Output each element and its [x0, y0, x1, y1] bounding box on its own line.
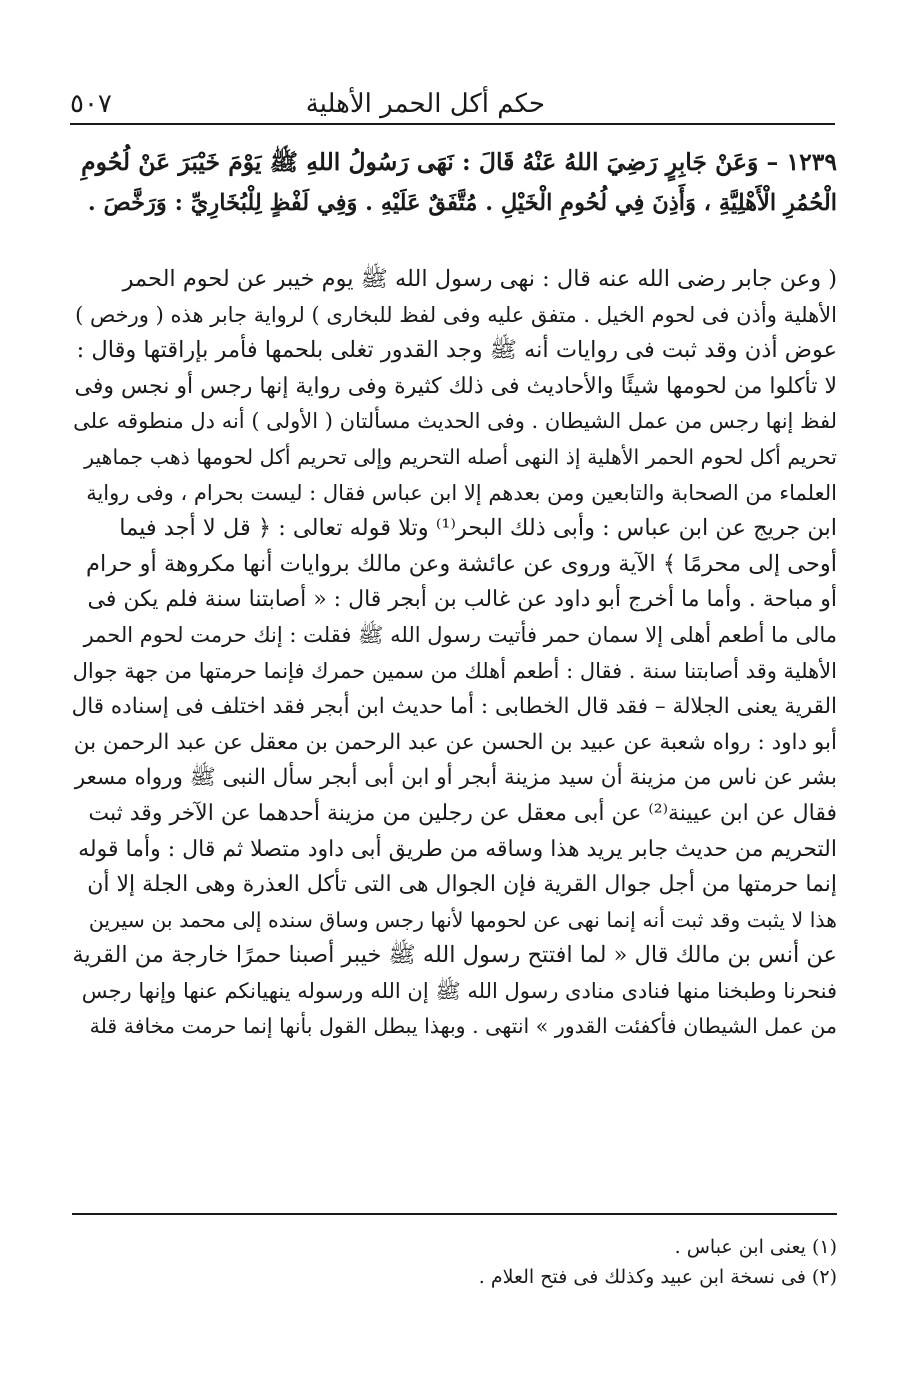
commentary-line: القرية يعنى الجلالة – فقد قال الخطابى : أما حديث ابن أبجر فقد اختلف فى إسناده قال — [72, 694, 837, 720]
hadith-line: الْحُمُرِ الْأَهْلِيَّةِ ، وَأَذِنَ فِي لُحُومِ الْخَيْلِ . مُتَّفَقٌ عَلَيْهِ . وَفِي لَفْظٍ لِلْبُخَارِيِّ : وَرَخَّصَ . — [87, 190, 837, 216]
commentary-text — [72, 262, 837, 1045]
commentary-line: إنما حرمتها من أجل جوال القرية فإن الجوال هى التى تأكل العذرة وهى الجلة إلا أن — [87, 872, 837, 898]
commentary-line: هذا لا يثبت وقد ثبت أنه إنما نهى عن لحومها لأنها رجس وساق سنده إلى محمد بن سيرين — [88, 907, 837, 932]
commentary-line: لا تأكلوا من لحومها شيئًا والأحاديث فى ذلك كثيرة وفى رواية إنها رجس أو نجس وفى — [74, 373, 837, 399]
commentary-line: الأهلية وأذن فى لحوم الخيل . متفق عليه وفى لفظ للبخارى ) لرواية جابر هذه ( ورخص ) — [75, 302, 837, 327]
commentary-line: ( وعن جابر رضى الله عنه قال : نهى رسول الله ﷺ يوم خيبر عن لحوم الحمر — [122, 266, 837, 292]
commentary-line: عوض أذن وقد ثبت فى روايات أنه ﷺ وجد القدور تغلى بلحمها فأمر بإراقتها وقال : — [76, 337, 837, 364]
page-number: ٥٠٧ — [70, 89, 112, 119]
commentary-line: ابن جريج عن ابن عباس : وأبى ذلك البحر⁽¹⁾ وتلا قوله تعالى : ﴿ قل لا أجد فيما — [119, 515, 837, 542]
commentary-line: فقال عن ابن عيينة⁽²⁾ عن أبى معقل عن رجلين من مزينة أحدهما عن الآخر وقد ثبت — [88, 800, 837, 826]
commentary-line: من عمل الشيطان فأكفئت القدور » انتهى . وبهذا يبطل القول بأنها إنما حرمت مخافة قلة — [89, 1014, 837, 1039]
commentary-line: بشر عن ناس من مزينة أن سيد مزينة أبجر أو ابن أبى أبجر سأل النبى ﷺ ورواه مسعر — [74, 765, 837, 791]
footnotes — [72, 1232, 837, 1292]
commentary-line: الأهلية وقد أصابتنا سنة . فقال : أطعم أهلك من سمين حمرك فإنما حرمتها من جهة جوال — [72, 658, 837, 683]
hadith-line: ١٢٣٩ – وَعَنْ جَابِرٍ رَضِيَ اللهُ عَنْهُ قَالَ : نَهَى رَسُولُ اللهِ ﷺ يَوْمَ خَيْبَرَ عَنْ لُحُومِ — [81, 148, 837, 176]
footnote: (٢) فى نسخة ابن عبيد وكذلك فى فتح العلام . — [478, 1266, 837, 1288]
page-header — [70, 86, 845, 126]
commentary-line: أوحى إلى محرمًا ﴾ الآية وروى عن عائشة وعن مالك بروايات أنها مكروهة أو حرام — [86, 550, 837, 577]
commentary-line: تحريم أكل لحوم الحمر الأهلية إذ النهى أصله التحريم وإلى تحريم أكل لحومها ذهب جماهير — [84, 444, 837, 469]
commentary-line: لفظ إنها رجس من عمل الشيطان . وفى الحديث مسألتان ( الأولى ) أنه دل منطوقه على — [73, 409, 837, 434]
header-rule — [70, 123, 835, 125]
commentary-line: التحريم من حديث جابر يريد هذا وساقه من طريق أبى داود متصلا ثم قال : وأما قوله — [78, 836, 837, 862]
footnote: (١) يعنى ابن عباس . — [674, 1236, 837, 1258]
running-title: حكم أكل الحمر الأهلية — [305, 89, 545, 119]
hadith-text — [72, 142, 837, 224]
commentary-line: عن أنس بن مالك قال « لما افتتح رسول الله ﷺ خيبر أصبنا حمرًا خارجة من القرية — [72, 942, 837, 969]
commentary-line: أبو داود : رواه شعبة عن عبيد بن الحسن عن عبد الرحمن بن معقل عن عبد الرحمن بن — [73, 729, 837, 755]
commentary-line: العلماء من الصحابة والتابعين ومن بعدهم إلا ابن عباس فقال : ليست بحرام ، وفى رواية — [86, 480, 837, 505]
footnote-rule — [72, 1213, 837, 1215]
commentary-line: مالى ما أطعم أهلى إلا سمان حمر فأتيت رسول الله ﷺ فقلت : إنك حرمت لحوم الحمر — [83, 622, 837, 647]
commentary-line: فنحرنا وطبخنا منها فنادى منادى رسول الله ﷺ إن الله ورسوله ينهيانكم عنها وإنها رجس — [81, 978, 837, 1003]
commentary-line: أو مباحة . وأما ما أخرج أبو داود عن غالب بن أبجر قال : « أصابتنا سنة فلم يكن فى — [87, 587, 837, 613]
